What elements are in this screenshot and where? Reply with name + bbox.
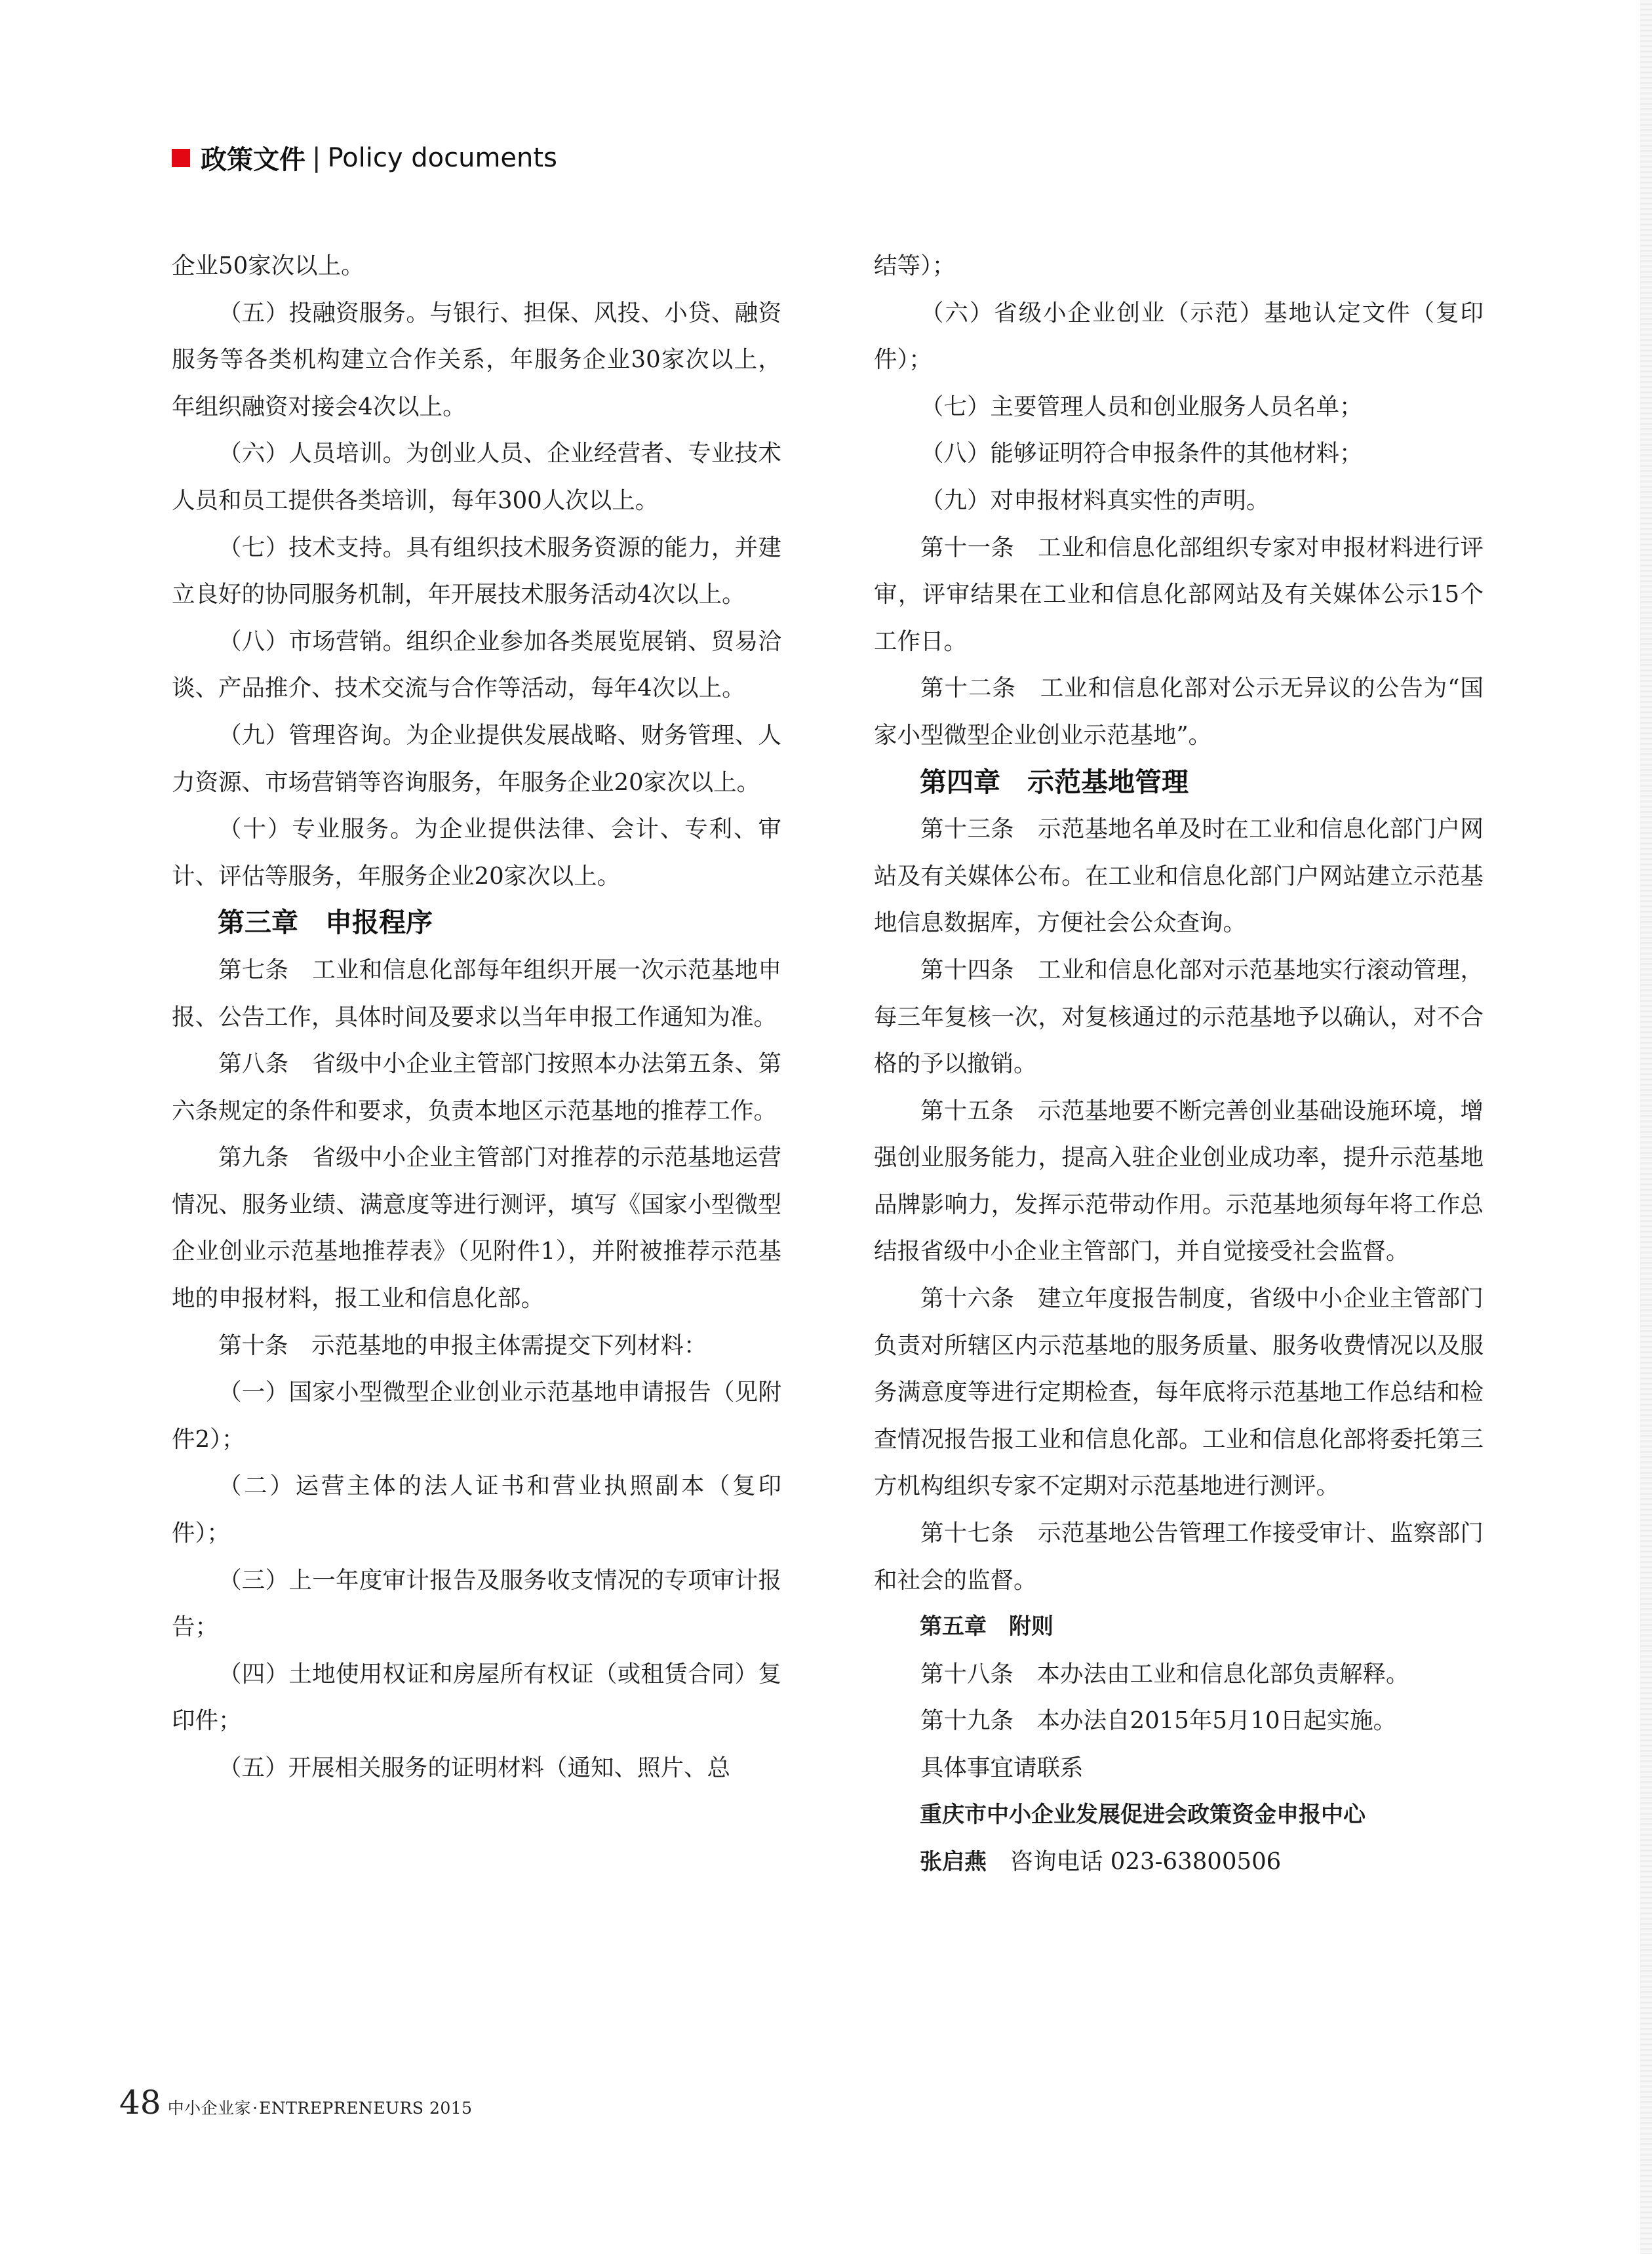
chapter-heading: 第四章 示范基地管理	[920, 766, 1189, 798]
section-title-separator: |	[312, 142, 321, 173]
paragraph: （五）投融资服务。与银行、担保、风投、小贷、融资服务等各类机构建立合作关系，年服务企业30家次以上，年组织融资对接会4次以上。	[172, 299, 781, 420]
paragraph: （七）主要管理人员和创业服务人员名单；	[920, 393, 1363, 420]
paragraph: 第十条 示范基地的申报主体需提交下列材料：	[218, 1332, 707, 1359]
paragraph: 结等）；	[874, 252, 956, 279]
paragraph: （九）管理咨询。为企业提供发展战略、财务管理、人力资源、市场营销等咨询服务，年服务企业20家次以上。	[172, 721, 781, 796]
footer-dot: ·	[252, 2099, 258, 2118]
chapter-heading: 第三章 申报程序	[218, 907, 433, 939]
paragraph: 第十一条 工业和信息化部组织专家对申报材料进行评审，评审结果在工业和信息化部网站及有关媒体公示15个工作日。	[874, 534, 1484, 655]
page-edge-artifact	[1640, 0, 1652, 2254]
paragraph: （八）能够证明符合申报条件的其他材料；	[920, 440, 1363, 467]
chapter-heading: 第五章 附则	[920, 1613, 1053, 1640]
magazine-name-cn: 中小企业家	[167, 2099, 252, 2118]
paragraph: 第八条 省级中小企业主管部门按照本办法第五条、第六条规定的条件和要求，负责本地区示范基地的推荐工作。	[172, 1050, 781, 1124]
paragraph: 企业50家次以上。	[172, 252, 364, 279]
paragraph: （七）技术支持。具有组织技术服务资源的能力，并建立良好的协同服务机制，年开展技术服务活动4次以上。	[172, 534, 781, 608]
paragraph: 第十四条 工业和信息化部对示范基地实行滚动管理，每三年复核一次，对复核通过的示范基地予以确认，对不合格的予以撤销。	[874, 956, 1484, 1078]
paragraph: 第十八条 本办法由工业和信息化部负责解释。	[920, 1660, 1409, 1688]
section-title-en: Policy documents	[327, 142, 557, 173]
contact-organization: 重庆市中小企业发展促进会政策资金申报中心	[920, 1801, 1366, 1828]
red-square-icon	[172, 149, 190, 167]
paragraph: （一）国家小型微型企业创业示范基地申请报告（见附件2）；	[172, 1379, 781, 1453]
contact-line	[874, 1838, 1484, 1886]
paragraph: （九）对申报材料真实性的声明。	[920, 486, 1270, 514]
paragraph: 第七条 工业和信息化部每年组织开展一次示范基地申报、公告工作，具体时间及要求以当年申报工作通知为准。	[172, 956, 781, 1031]
left-column	[172, 243, 781, 1792]
paragraph: （六）人员培训。为创业人员、企业经营者、专业技术人员和员工提供各类培训，每年300人次以上。	[172, 440, 781, 514]
paragraph: （十）专业服务。为企业提供法律、会计、专利、审计、评估等服务，年服务企业20家次以上。	[172, 816, 781, 890]
page-number: 48	[119, 2084, 161, 2122]
paragraph: 第十九条 本办法自2015年5月10日起实施。	[920, 1707, 1397, 1735]
paragraph: （二）运营主体的法人证书和营业执照副本（复印件）；	[172, 1473, 781, 1547]
paragraph: 第十二条 工业和信息化部对公示无异议的公告为“国家小型微型企业创业示范基地”。	[874, 675, 1484, 749]
contact-name: 张启燕	[920, 1849, 987, 1876]
paragraph: 第十六条 建立年度报告制度，省级中小企业主管部门负责对所辖区内示范基地的服务质量、服务收费情况以及服务满意度等进行定期检查，每年底将示范基地工作总结和检查情况报告报工业和信息化部。工业和信息化部将委托第三方机构组织专家不定期对示范基地进行测评。	[874, 1285, 1484, 1500]
paragraph: 第十三条 示范基地名单及时在工业和信息化部门户网站及有关媒体公布。在工业和信息化部门户网站建立示范基地信息数据库，方便社会公众查询。	[874, 816, 1484, 937]
page-footer	[119, 2084, 473, 2122]
paragraph: （三）上一年度审计报告及服务收支情况的专项审计报告；	[172, 1566, 781, 1641]
paragraph: （四）土地使用权证和房屋所有权证（或租赁合同）复印件；	[172, 1660, 781, 1735]
magazine-name-en: ENTREPRENEURS 2015	[259, 2099, 473, 2118]
paragraph: 第十七条 示范基地公告管理工作接受审计、监察部门和社会的监督。	[874, 1520, 1484, 1594]
paragraph: （八）市场营销。组织企业参加各类展览展销、贸易洽谈、产品推介、技术交流与合作等活动，每年4次以上。	[172, 627, 781, 702]
section-title-cn: 政策文件	[201, 145, 305, 175]
right-column	[874, 243, 1484, 1886]
paragraph: 具体事宜请联系	[920, 1754, 1084, 1781]
contact-phone: 咨询电话 023-63800506	[1010, 1848, 1282, 1876]
paragraph: 第十五条 示范基地要不断完善创业基础设施环境，增强创业服务能力，提高入驻企业创业成功率，提升示范基地品牌影响力，发挥示范带动作用。示范基地须每年将工作总结报省级中小企业主管部门，并自觉接受社会监督。	[874, 1097, 1484, 1265]
paragraph: （六）省级小企业创业（示范）基地认定文件（复印件）；	[874, 299, 1484, 374]
paragraph: 第九条 省级中小企业主管部门对推荐的示范基地运营情况、服务业绩、满意度等进行测评，填写《国家小型微型企业创业示范基地推荐表》（见附件1），并附被推荐示范基地的申报材料，报工业和信息化部。	[172, 1144, 781, 1313]
section-header	[172, 139, 557, 176]
paragraph: （五）开展相关服务的证明材料（通知、照片、总	[218, 1754, 731, 1781]
